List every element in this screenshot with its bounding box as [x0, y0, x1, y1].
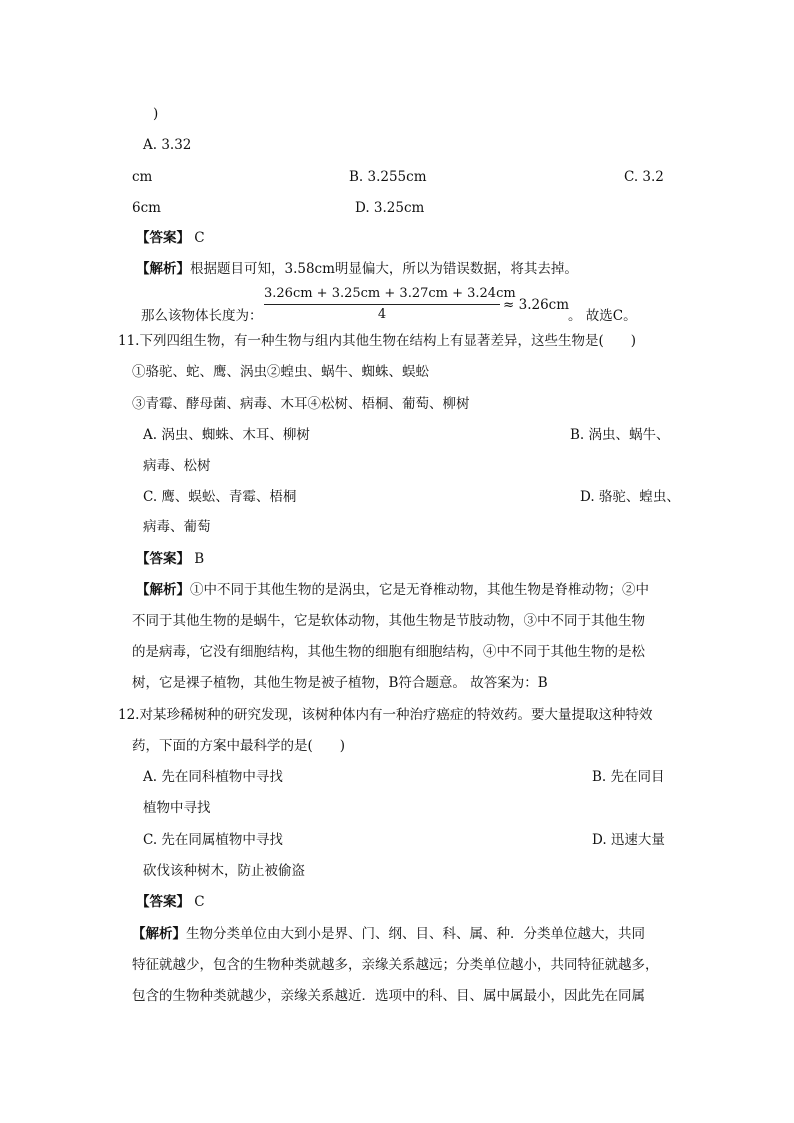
formula-result: ≈ 3.26cm — [503, 297, 570, 313]
formula-denominator: 4 — [377, 307, 387, 322]
q12-option-b: B. 先在同目 — [592, 769, 665, 785]
q12-answer-row — [136, 893, 205, 911]
answer-label: 【答案】 — [136, 894, 190, 910]
q11-option-a: A. 涡虫、蜘蛛、木耳、柳树 — [143, 427, 310, 443]
q11-stem: 11.下列四组生物，有一种生物与组内其他生物在结构上有显著差异，这些生物是( ) — [118, 333, 637, 349]
q10-analysis-suffix: 。 故选C。 — [568, 308, 637, 324]
q12-analysis-line-1 — [132, 925, 645, 943]
answer-label: 【答案】 — [136, 230, 190, 246]
q12-stem-line-1: 12.对某珍稀树种的研究发现，该树种体内有一种治疗癌症的特效药。要大量提取这种特效 — [118, 707, 653, 723]
q10-option-c-continued: 6cm — [132, 200, 161, 216]
analysis-label: 【解析】 — [136, 261, 190, 277]
q12-option-b-continued: 植物中寻找 — [143, 800, 211, 816]
q10-option-a: A. 3.32 — [143, 137, 192, 153]
q11-analysis-line-3: 的是病毒，它没有细胞结构，其他生物的细胞有细胞结构，④中不同于其他生物的是松 — [132, 644, 645, 660]
answer-value: C — [194, 230, 205, 246]
q10-option-b: B. 3.255cm — [349, 169, 427, 185]
q10-analysis-row — [136, 260, 578, 278]
analysis-text: 根据题目可知，3.58cm明显偏大，所以为错误数据，将其去掉。 — [190, 261, 578, 277]
q11-answer-row — [136, 550, 204, 568]
q11-groups-line-2: ③青霉、酵母菌、病毒、木耳④松树、梧桐、葡萄、柳树 — [132, 396, 470, 412]
q11-option-d: D. 骆驼、蝗虫、 — [580, 489, 680, 505]
q10-option-c: C. 3.2 — [624, 169, 664, 185]
q10-option-d: D. 3.25cm — [355, 200, 425, 216]
q11-analysis-line-2: 不同于其他生物的是蜗牛，它是软体动物，其他生物是节肢动物，③中不同于其他生物 — [132, 613, 645, 629]
q12-analysis-line-3: 包含的生物种类就越少，亲缘关系越近．选项中的科、目、属中属最小，因此先在同属 — [132, 988, 645, 1004]
answer-value: C — [194, 894, 205, 910]
q11-option-b-continued: 病毒、松树 — [143, 458, 211, 474]
formula-numerator: 3.26cm + 3.25cm + 3.27cm + 3.24cm — [264, 286, 516, 301]
q10-paren-close: ) — [153, 106, 159, 122]
q12-option-d: D. 迅速大量 — [592, 832, 665, 848]
q10-answer-row — [136, 229, 205, 247]
q11-option-c: C. 鹰、蜈蚣、青霉、梧桐 — [143, 489, 297, 505]
q11-groups-line-1: ①骆驼、蛇、鹰、涡虫②蝗虫、蜗牛、蜘蛛、蜈蚣 — [132, 364, 429, 380]
analysis-text: ①中不同于其他生物的是涡虫，它是无脊椎动物，其他生物是脊椎动物；②中 — [190, 582, 649, 598]
q11-analysis-line-1 — [136, 581, 649, 599]
analysis-label: 【解析】 — [136, 582, 190, 598]
q12-stem-line-2: 药，下面的方案中最科学的是( ) — [132, 738, 346, 754]
answer-value: B — [194, 551, 205, 567]
fraction-bar — [264, 304, 500, 305]
q12-option-c: C. 先在同属植物中寻找 — [143, 832, 283, 848]
q12-analysis-line-2: 特征就越少，包含的生物种类就越多，亲缘关系越远；分类单位越小，共同特征就越多， — [132, 957, 659, 973]
q11-option-b: B. 涡虫、蜗牛、 — [570, 427, 670, 443]
q11-analysis-line-4: 树，它是裸子植物，其他生物是被子植物，B符合题意。 故答案为：B — [132, 675, 548, 691]
q12-option-a: A. 先在同科植物中寻找 — [143, 769, 283, 785]
q11-option-d-continued: 病毒、葡萄 — [143, 519, 211, 535]
q10-option-a-continued: cm — [132, 169, 153, 185]
analysis-label: 【解析】 — [132, 926, 186, 942]
q10-formula-prefix: 那么该物体长度为： — [141, 308, 263, 324]
analysis-text: 生物分类单位由大到小是界、门、纲、目、科、属、种．分类单位越大，共同 — [186, 926, 645, 942]
answer-label: 【答案】 — [136, 551, 190, 567]
q12-option-d-continued: 砍伐该种树木，防止被偷盗 — [143, 863, 305, 879]
